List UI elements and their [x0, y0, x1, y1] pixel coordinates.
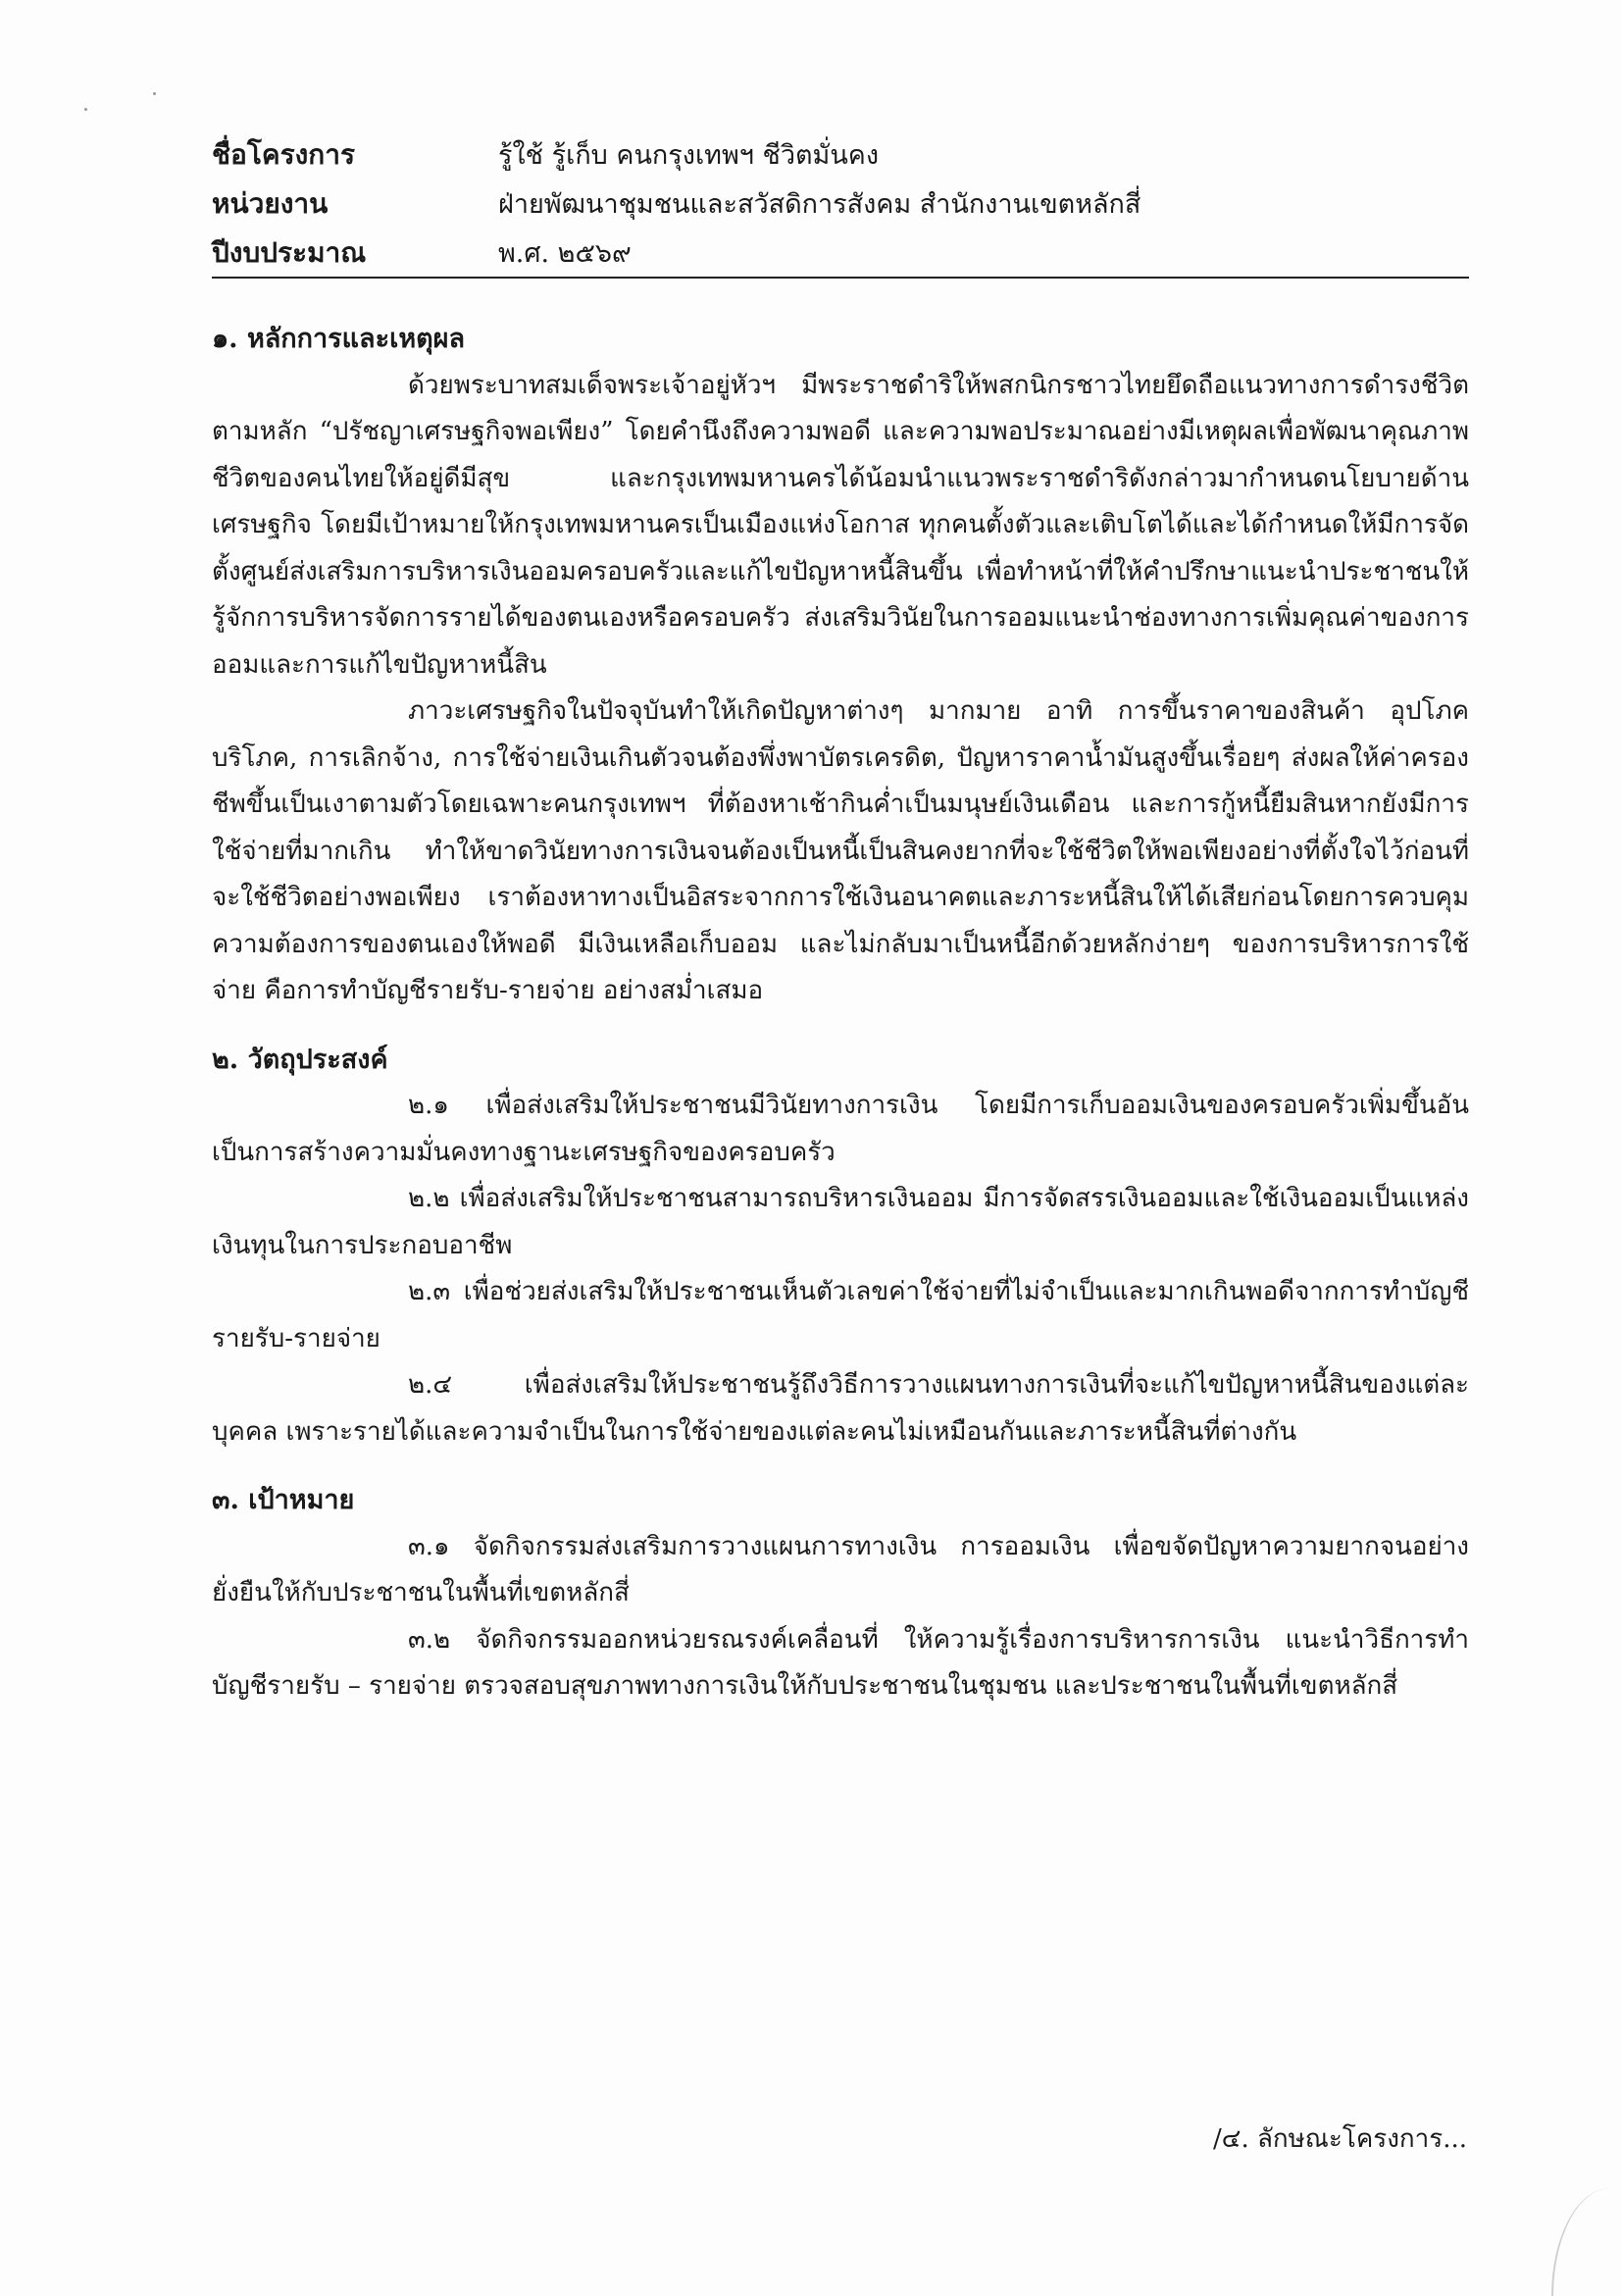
header-label: ชื่อโครงการ: [212, 138, 356, 171]
section-title: ๒. วัตถุประสงค์: [212, 1044, 388, 1075]
section-objectives: [212, 1037, 1469, 1456]
section-title: ๑. หลักการและเหตุผล: [212, 324, 466, 354]
section-targets: [212, 1477, 1469, 1710]
section-rationale: [212, 316, 1469, 1015]
paragraph: ๒.๓ เพื่อช่วยส่งเสริมให้ประชาชนเห็นตัวเลขค่าใช้จ่ายที่ไม่จำเป็นและมากเกินพอดีจากการทำบัญชีรายรับ-รายจ่าย: [212, 1277, 1469, 1353]
page-corner-curl: [1551, 2188, 1622, 2296]
header-label: ปีงบประมาณ: [212, 236, 367, 269]
header-divider: [212, 277, 1469, 279]
scan-speck: [84, 108, 87, 111]
header-row-project-name: [212, 133, 1467, 182]
header-value: ฝ่ายพัฒนาชุมชนและสวัสดิการสังคม สำนักงานเขตหลักสี่: [498, 189, 1141, 220]
paragraph: ภาวะเศรษฐกิจในปัจจุบันทำให้เกิดปัญหาต่างๆ มากมาย อาทิ การขึ้นราคาของสินค้า อุปโภคบริโภค, การเลิกจ้าง, การใช้จ่ายเงินเกินตัวจนต้องพึ่งพาบัตรเครดิต, ปัญหาราคาน้ำมันสูงขึ้นเรื่อยๆ ส่งผลให้ค่าครองชีพขึ้นเป็นเงาตามตัวโดยเฉพาะคนกรุงเทพฯ ที่ต้องหาเช้ากินค่ำเป็นมนุษย์เงินเดือน และการกู้หนี้ยืมสินหากยังมีการใช้จ่ายที่มากเกิน ทำให้ขาดวินัยทางการเงินจนต้องเป็นหนี้เป็นสินคงยากที่จะใช้ชีวิตให้พอเพียงอย่างที่ตั้งใจไว้ก่อนที่จะใช้ชีวิตอย่างพอเพียง เราต้องหาทางเป็นอิสระจากการใช้เงินอนาคตและภาระหนี้สินให้ได้เสียก่อนโดยการควบคุมความต้องการของตนเองให้พอดี มีเงินเหลือเก็บออม และไม่กลับมาเป็นหนี้อีกด้วยหลักง่ายๆ ของการบริหารการใช้จ่าย คือการทำบัญชีรายรับ-รายจ่าย อย่างสม่ำเสมอ: [212, 696, 1469, 1005]
scan-speck: [153, 92, 156, 95]
header-row-agency: [212, 182, 1467, 231]
project-header: [212, 133, 1467, 281]
section-title: ๓. เป้าหมาย: [212, 1485, 355, 1515]
paragraph: ด้วยพระบาทสมเด็จพระเจ้าอยู่หัวฯ มีพระราชดำริให้พสกนิกรชาวไทยยึดถือแนวทางการดำรงชีวิตตามหลัก “ปรัชญาเศรษฐกิจพอเพียง” โดยคำนึงถึงความพอดี และความพอประมาณอย่างมีเหตุผลเพื่อพัฒนาคุณภาพชีวิตของคนไทยให้อยู่ดีมีสุข และกรุงเทพมหานครได้น้อมนำแนวพระราชดำริดังกล่าวมากำหนดนโยบายด้านเศรษฐกิจ โดยมีเป้าหมายให้กรุงเทพมหานครเป็นเมืองแห่งโอกาส ทุกคนตั้งตัวและเติบโตได้และได้กำหนดให้มีการจัดตั้งศูนย์ส่งเสริมการบริหารเงินออมครอบครัวและแก้ไขปัญหาหนี้สินขึ้น เพื่อทำหน้าที่ให้คำปรึกษาแนะนำประชาชนให้รู้จักการบริหารจัดการรายได้ของตนเองหรือครอบครัว ส่งเสริมวินัยในการออมแนะนำช่องทางการเพิ่มคุณค่าของการออมและการแก้ไขปัญหาหนี้สิน: [212, 370, 1469, 680]
paragraph: ๓.๒ จัดกิจกรรมออกหน่วยรณรงค์เคลื่อนที่ ให้ความรู้เรื่องการบริหารการเงิน แนะนำวิธีการทำบัญชีรายรับ – รายจ่าย ตรวจสอบสุขภาพทางการเงินให้กับประชาชนในชุมชน และประชาชนในพื้นที่เขตหลักสี่: [212, 1624, 1469, 1701]
header-row-fiscal-year: [212, 231, 1467, 281]
paragraph: ๓.๑ จัดกิจกรรมส่งเสริมการวางแผนการทางเงิน การออมเงิน เพื่อขจัดปัญหาความยากจนอย่างยั่งยืนให้กับประชาชนในพื้นที่เขตหลักสี่: [212, 1531, 1469, 1607]
paragraph: ๒.๔ เพื่อส่งเสริมให้ประชาชนรู้ถึงวิธีการวางแผนทางการเงินที่จะแก้ไขปัญหาหนี้สินของแต่ละบุคคล เพราะรายได้และความจำเป็นในการใช้จ่ายของแต่ละคนไม่เหมือนกันและภาระหนี้สินที่ต่างกัน: [212, 1370, 1469, 1447]
header-label: หน่วยงาน: [212, 187, 329, 220]
header-value: รู้ใช้ รู้เก็บ คนกรุงเทพฯ ชีวิตมั่นคง: [498, 140, 880, 171]
paragraph: ๒.๒ เพื่อส่งเสริมให้ประชาชนสามารถบริหารเงินออม มีการจัดสรรเงินออมและใช้เงินออมเป็นแหล่งเงินทุนในการประกอบอาชีพ: [212, 1184, 1469, 1260]
document-body: [212, 316, 1469, 1710]
header-value: พ.ศ. ๒๕๖๙: [498, 238, 632, 269]
paragraph: ๒.๑ เพื่อส่งเสริมให้ประชาชนมีวินัยทางการเงิน โดยมีการเก็บออมเงินของครอบครัวเพิ่มขึ้นอันเป็นการสร้างความมั่นคงทางฐานะเศรษฐกิจของครอบครัว: [212, 1091, 1469, 1167]
continuation-note: /๔. ลักษณะโครงการ...: [1213, 2124, 1467, 2154]
